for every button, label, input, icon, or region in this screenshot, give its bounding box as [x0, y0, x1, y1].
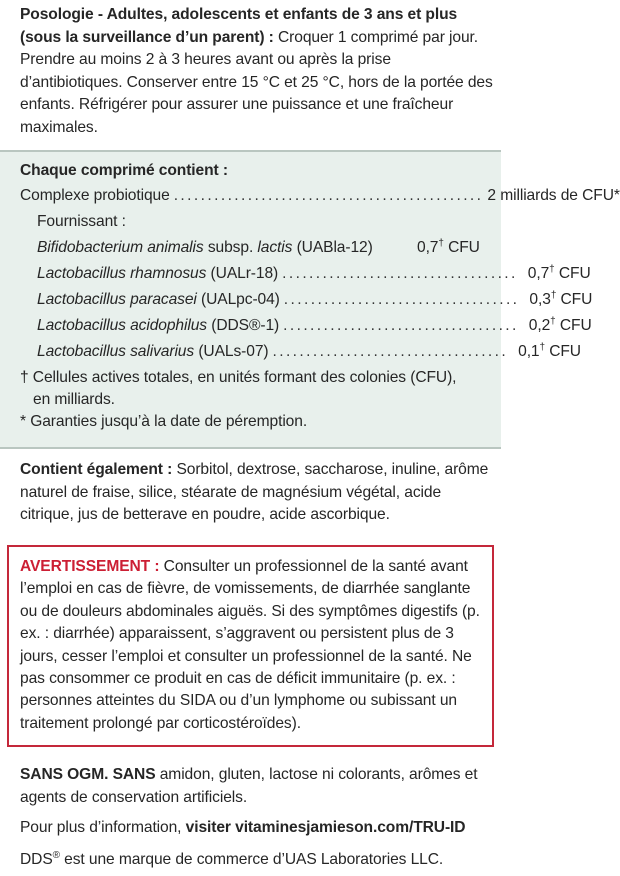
ingredient-row — [20, 287, 593, 313]
ingredient-row — [20, 313, 592, 339]
note-dagger: † Cellules actives totales, en unités formant des colonies (CFU), en milliards. — [20, 369, 457, 408]
strain-name: Lactobacillus rhamnosus (UALr-18) — [37, 265, 279, 282]
also-text: Sorbitol, dextrose, saccharose, inuline, arôme naturel de fraise, silice, stéarate de magnésium végétal, acide citrique, jus de betterave en poudre, acide ascorbique. — [20, 461, 489, 524]
leader-dots: ................................... — [283, 317, 519, 334]
info-text: Pour plus d’information, — [20, 819, 186, 836]
complex-value: 2 milliards de CFU* — [487, 187, 620, 204]
ingredient-row — [20, 339, 581, 365]
strain-value: 0,3† CFU — [529, 290, 593, 308]
ingredient-row — [20, 235, 493, 261]
trademark-dds: DDS — [20, 851, 53, 868]
gmo-section — [0, 764, 501, 809]
warning-text: Consulter un professionnel de la santé avant l’emploi en cas de fièvre, de vomissements, de diarrhée sanglante ou de douleurs abdominales aiguës. Si des symptômes digestifs (p. ex. : diarrhée) apparaissent, s’aggravent ou persistent plus de 3 jours, cesser l’emploi et consulter un professionnel de la santé. Ne pas consommer ce produit en cas de déficit immunitaire (p. ex. : personnes atteintes du SIDA ou d’un lymphome ou subissant un traitement prolongé par corticostéroïdes). — [20, 558, 480, 732]
trademark-text: est une marque de commerce d’UAS Laboratories LLC. — [59, 851, 444, 868]
also-heading: Contient également : — [20, 461, 173, 478]
ingredients-heading: Chaque comprimé contient : — [20, 162, 228, 179]
info-line — [0, 817, 501, 840]
gmo-text: amidon, gluten, lactose ni colorants, arômes et agents de conservation artificiels. — [20, 766, 478, 806]
warning-heading: AVERTISSEMENT : — [20, 558, 160, 575]
trademark-reg: ® — [52, 850, 60, 861]
ingredient-row — [20, 261, 591, 287]
warning-box — [7, 545, 494, 747]
strain-value: 0,1† CFU — [518, 342, 581, 360]
strain-name: Lactobacillus paracasei (UALpc-04) — [37, 291, 280, 308]
ingredient-row-complex — [20, 183, 620, 209]
dosage-text: Croquer 1 comprimé par jour. Prendre au moins 2 à 3 heures avant ou après la prise d’antibiotiques. Conserver entre 15 °C et 25 °C, hors de la portée des enfants. Réfrigérer pour assurer une puissance et une fraîcheur maximales. — [20, 28, 493, 136]
strain-value: 0,7† CFU — [417, 238, 480, 256]
leader-dots: ................................... — [282, 265, 518, 282]
strain-list — [20, 235, 593, 365]
gmo-bold: SANS OGM. SANS — [20, 766, 156, 783]
info-link[interactable]: visiter vitaminesjamieson.com/TRU-ID — [185, 819, 466, 836]
strain-name: Lactobacillus acidophilus (DDS®-1) — [37, 317, 280, 334]
divider — [0, 447, 501, 449]
strain-name: Bifidobacterium animalis subsp. lactis (UABla-12) — [37, 239, 373, 256]
note-star: * Garanties jusqu’à la date de péremption. — [20, 413, 308, 430]
dosage-section — [0, 4, 501, 140]
leader-dots: ................................... — [283, 291, 520, 308]
strain-name: Lactobacillus salivarius (UALs-07) — [37, 343, 269, 360]
trademark-line — [0, 849, 501, 872]
ingredients-panel — [0, 152, 620, 447]
also-contains-section — [0, 459, 501, 527]
strain-value: 0,2† CFU — [528, 316, 592, 334]
strain-value: 0,7† CFU — [527, 264, 591, 282]
leader-dots: .............................................. — [173, 187, 484, 204]
dosage-heading: Posologie - Adultes, adolescents et enfants de 3 ans et plus (sous la surveillance d’un parent) : — [20, 6, 458, 46]
complex-label: Complexe probiotique — [20, 187, 170, 204]
providing-label: Fournissant : — [37, 213, 126, 230]
leader-dots: ................................... — [272, 343, 509, 360]
